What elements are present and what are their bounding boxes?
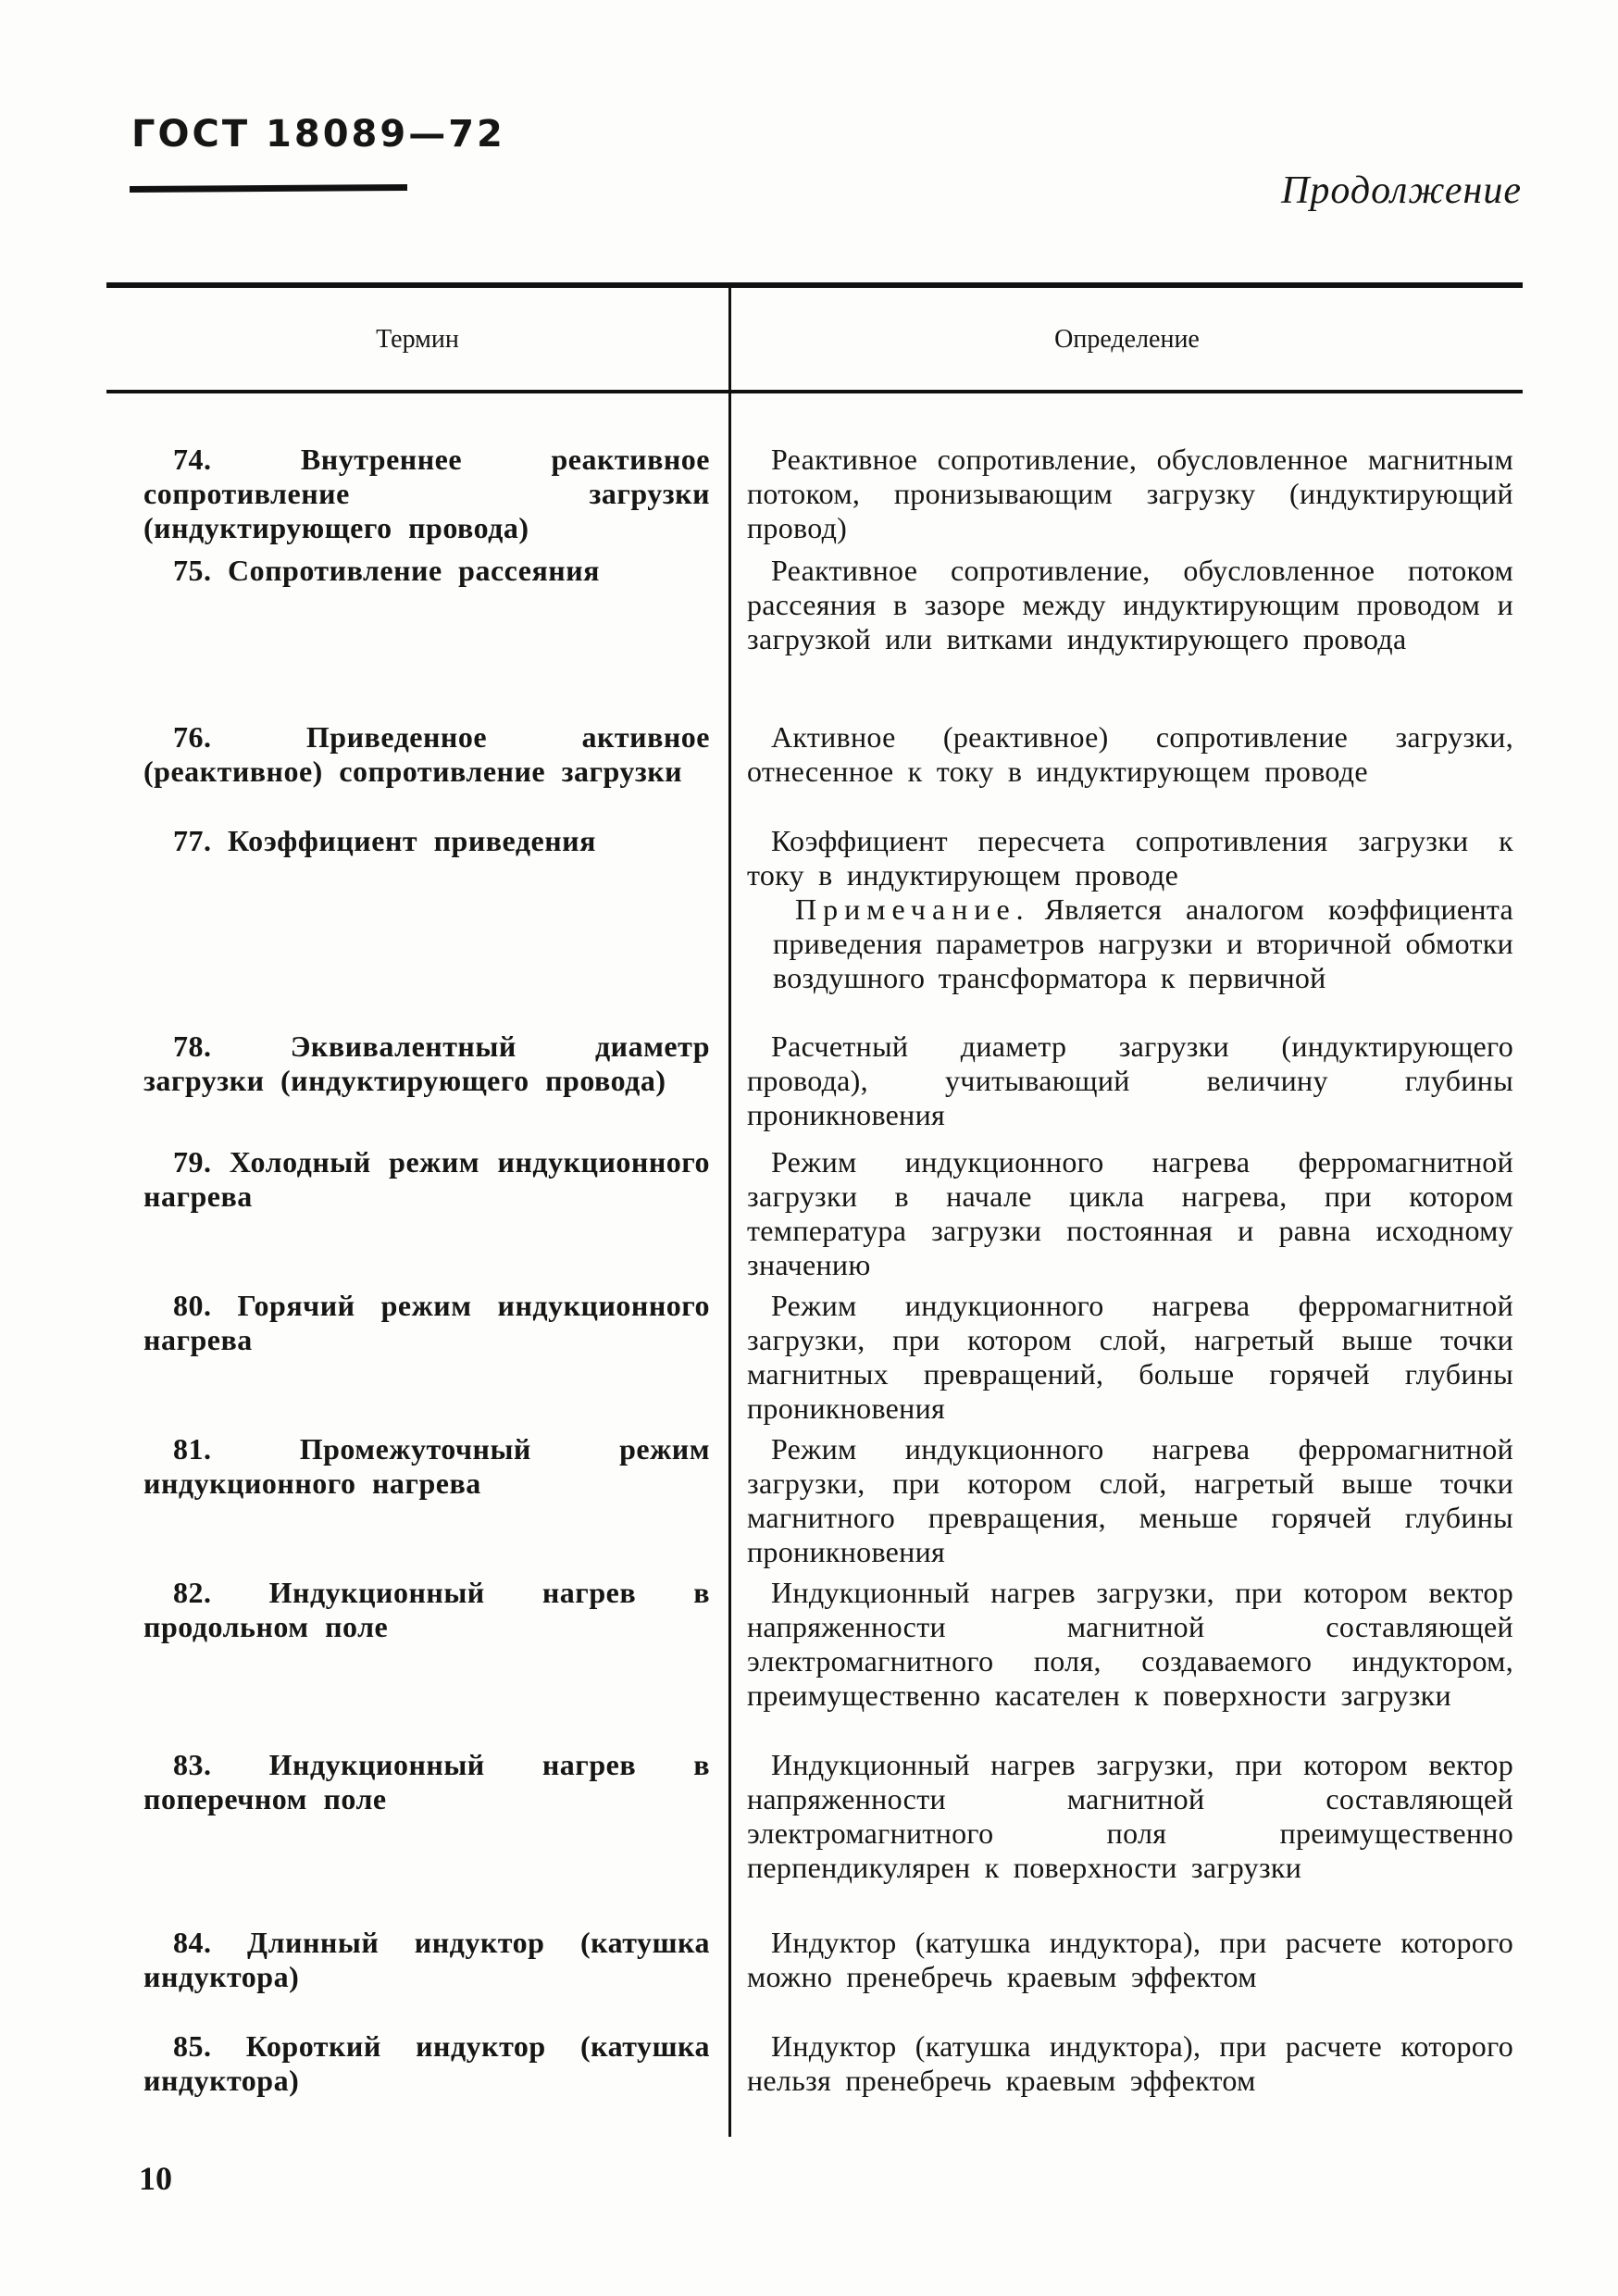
definition-cell bbox=[731, 393, 1523, 554]
definition-cell bbox=[731, 1432, 1523, 1576]
term-text: 81. Промежуточный режим индукционного нагрева bbox=[143, 1432, 710, 1500]
definition-text: Реактивное сопротивление, обусловленное магнитным потоком, пронизывающим загрузку (индуктирующий провод) bbox=[747, 443, 1513, 544]
definition-cell bbox=[731, 1926, 1523, 2029]
table-row bbox=[106, 1029, 1523, 1145]
header-underline bbox=[130, 184, 407, 193]
table-row bbox=[106, 1145, 1523, 1289]
term-cell bbox=[106, 720, 731, 824]
definition-text: Реактивное сопротивление, обусловленное потоком рассеяния в зазоре между индуктирующим проводом и загрузкой или витками индуктирующего провода bbox=[747, 554, 1513, 655]
definition-cell bbox=[731, 1748, 1523, 1926]
term-cell bbox=[106, 393, 731, 554]
page-number: 10 bbox=[139, 2160, 172, 2197]
table-row bbox=[106, 1576, 1523, 1748]
table-row bbox=[106, 1926, 1523, 2029]
table-row bbox=[106, 1748, 1523, 1926]
definition-text: Индуктор (катушка индуктора), при расчете которого нельзя пренебречь краевым эффектом bbox=[747, 2029, 1513, 2097]
table-body bbox=[106, 393, 1523, 2137]
table-row bbox=[106, 1289, 1523, 1432]
note-label: Примечание. bbox=[795, 892, 1030, 926]
column-header-term: Термин bbox=[106, 288, 731, 390]
column-header-definition: Определение bbox=[1054, 325, 1200, 354]
definition-text: Режим индукционного нагрева ферромагнитной загрузки, при котором слой, нагретый выше точки магнитного превращения, меньше горячей глубины проникновения bbox=[747, 1432, 1513, 1568]
definition-text: Режим индукционного нагрева ферромагнитной загрузки, при котором слой, нагретый выше точки магнитных превращений, больше горячей глубины проникновения bbox=[747, 1289, 1513, 1425]
term-cell bbox=[106, 2029, 731, 2137]
definition-text: Индуктор (катушка индуктора), при расчете которого можно пренебречь краевым эффектом bbox=[747, 1926, 1513, 1993]
table-row bbox=[106, 393, 1523, 554]
definition-note bbox=[773, 892, 1513, 995]
definition-cell bbox=[731, 1576, 1523, 1748]
term-text: 79. Холодный режим индукционного нагрева bbox=[143, 1145, 710, 1213]
definition-cell bbox=[731, 2029, 1523, 2137]
definition-cell bbox=[731, 1289, 1523, 1432]
term-cell bbox=[106, 554, 731, 720]
definition-cell bbox=[731, 824, 1523, 1029]
table-row bbox=[106, 824, 1523, 1029]
term-text: 76. Приведенное активное (реактивное) сопротивление загрузки bbox=[143, 720, 710, 788]
term-cell bbox=[106, 1289, 731, 1432]
doc-number: ГОСТ 18089—72 bbox=[131, 113, 505, 156]
definition-text: Индукционный нагрев загрузки, при котором вектор напряженности магнитной составляющей электромагнитного поля, создаваемого индуктором, преимущественно касателен к поверхности загрузки bbox=[747, 1576, 1513, 1712]
table-header-row bbox=[106, 282, 1523, 393]
term-cell bbox=[106, 1748, 731, 1926]
definition-text: Режим индукционного нагрева ферромагнитной загрузки в начале цикла нагрева, при котором температура загрузки постоянная и равна исходному значению bbox=[747, 1145, 1513, 1281]
table-row bbox=[106, 720, 1523, 824]
term-text: 74. Внутреннее реактивное сопротивление загрузки (индуктирующего провода) bbox=[143, 443, 710, 544]
table-row bbox=[106, 554, 1523, 720]
definition-text: Активное (реактивное) сопротивление загрузки, отнесенное к току в индуктирующем проводе bbox=[747, 720, 1513, 788]
continuation-label: Продолжение bbox=[1281, 169, 1522, 212]
definition-text: Расчетный диаметр загрузки (индуктирующего провода), учитывающий величину глубины проникновения bbox=[747, 1029, 1513, 1131]
definition-text: Индукционный нагрев загрузки, при котором вектор напряженности магнитной составляющей электромагнитного поля преимущественно перпендикулярен к поверхности загрузки bbox=[747, 1748, 1513, 1884]
term-text: 84. Длинный индуктор (катушка индуктора) bbox=[143, 1926, 710, 1993]
terms-table bbox=[106, 282, 1523, 2137]
table-row bbox=[106, 2029, 1523, 2137]
term-text: 83. Индукционный нагрев в поперечном поле bbox=[143, 1748, 710, 1816]
definition-cell bbox=[731, 720, 1523, 824]
definition-cell bbox=[731, 1145, 1523, 1289]
table-row bbox=[106, 1432, 1523, 1576]
term-text: 82. Индукционный нагрев в продольном поле bbox=[143, 1576, 710, 1643]
term-cell bbox=[106, 1145, 731, 1289]
term-text: 77. Коэффициент приведения bbox=[173, 824, 596, 857]
term-cell bbox=[106, 824, 731, 1029]
term-cell bbox=[106, 1576, 731, 1748]
term-text: 80. Горячий режим индукционного нагрева bbox=[143, 1289, 710, 1356]
term-text: 75. Сопротивление рассеяния bbox=[173, 554, 600, 587]
term-text: 85. Короткий индуктор (катушка индуктора) bbox=[143, 2029, 710, 2097]
term-cell bbox=[106, 1029, 731, 1145]
definition-cell bbox=[731, 1029, 1523, 1145]
note-text: Является аналогом коэффициента приведения параметров нагрузки и вторичной обмотки воздушного трансформатора к первичной bbox=[773, 892, 1513, 994]
definition-cell bbox=[731, 554, 1523, 720]
definition-text: Коэффициент пересчета сопротивления загрузки к току в индуктирующем проводе bbox=[747, 824, 1513, 892]
term-cell bbox=[106, 1432, 731, 1576]
term-cell bbox=[106, 1926, 731, 2029]
term-text: 78. Эквивалентный диаметр загрузки (индуктирующего провода) bbox=[143, 1029, 710, 1097]
